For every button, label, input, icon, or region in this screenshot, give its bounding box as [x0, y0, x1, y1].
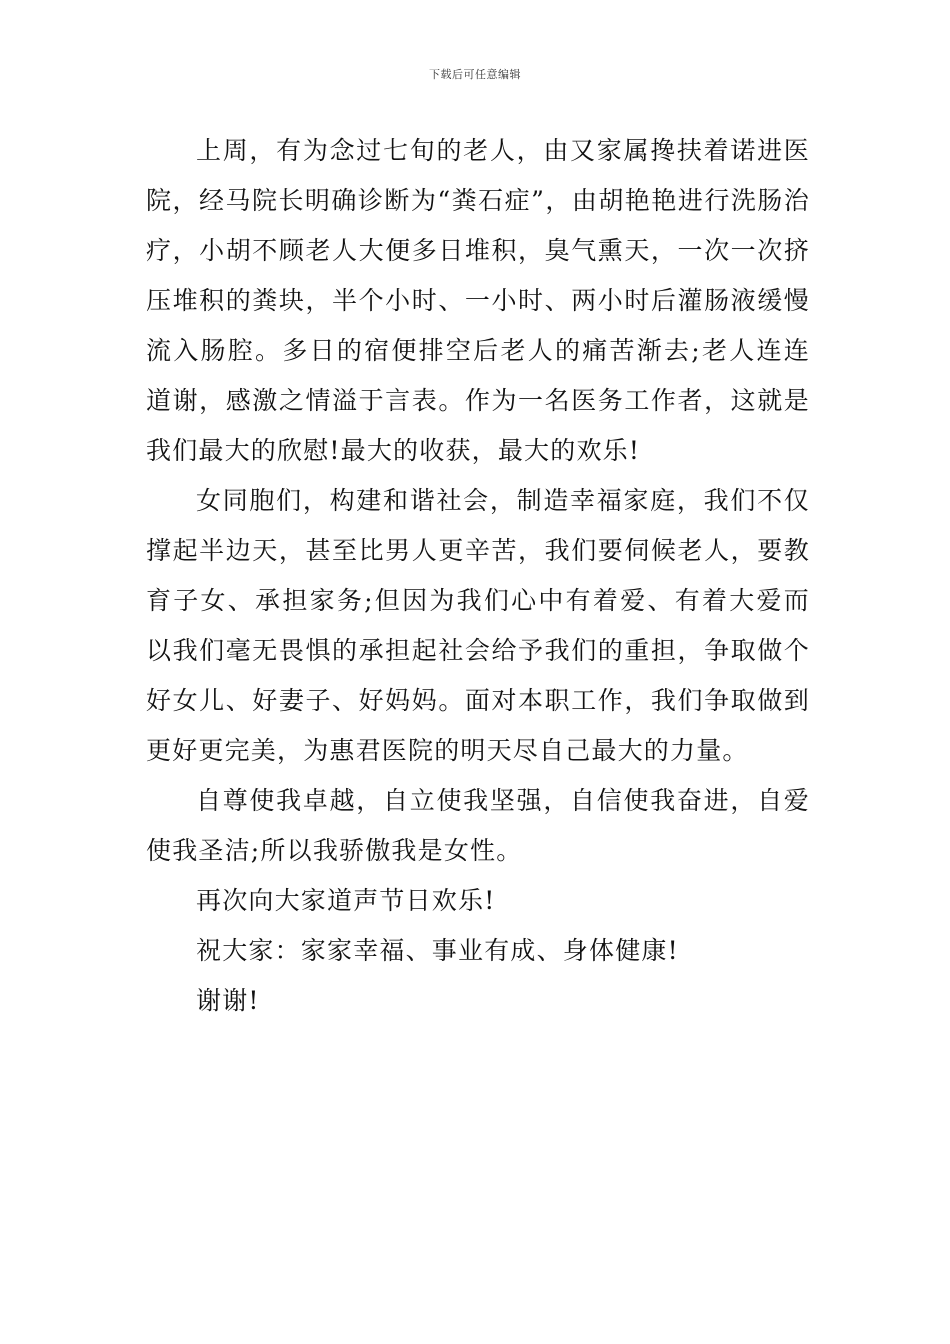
paragraph-2: 女同胞们，构建和谐社会，制造幸福家庭，我们不仅撑起半边天，甚至比男人更辛苦，我们要伺候老人，要教育子女、承担家务;但因为我们心中有着爱、有着大爱而以我们毫无畏惧的承担起社会给予我们的重担，争取做个好女儿、好妻子、好妈妈。面对本职工作，我们争取做到更好更完美，为惠君医院的明天尽自己最大的力量。 [146, 486, 810, 765]
paragraph-3: 自尊使我卓越，自立使我坚强，自信使我奋进，自爱使我圣洁;所以我骄傲我是女性。 [146, 786, 810, 865]
page-header: 下载后可任意编辑 [429, 68, 521, 81]
paragraph-6: 谢谢! [196, 986, 260, 1015]
paragraph-1: 上周，有为念过七旬的老人，由又家属搀扶着诺进医院，经马院长明确诊断为“粪石症”，由胡艳艳进行洗肠治疗，小胡不顾老人大便多日堆积，臭气熏天，一次一次挤压堆积的粪块，半个小时、一小时、两小时后灌肠液缓慢流入肠腔。多日的宿便排空后老人的痛苦渐去;老人连连道谢，感激之情溢于言表。作为一名医务工作者，这就是我们最大的欣慰!最大的收获，最大的欢乐! [146, 136, 810, 465]
document-body [146, 126, 810, 1026]
paragraph-5: 祝大家：家家幸福、事业有成、身体健康! [196, 936, 679, 965]
paragraph-4: 再次向大家道声节日欢乐! [196, 886, 496, 915]
